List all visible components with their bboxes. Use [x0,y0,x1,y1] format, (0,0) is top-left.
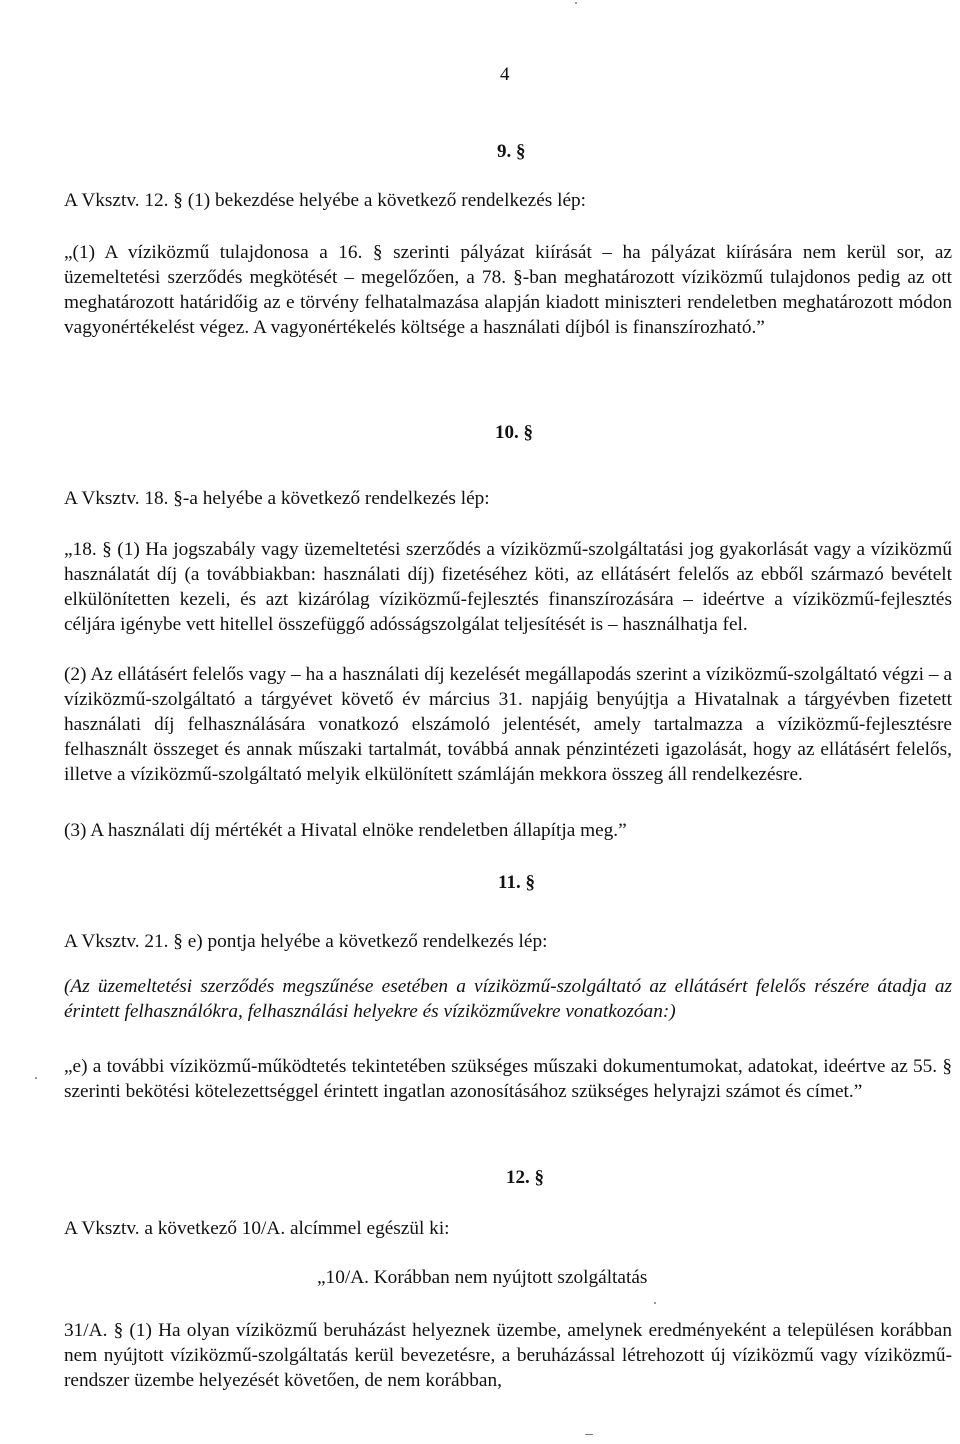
scan-speck [575,2,577,4]
page-number: 4 [500,64,510,85]
section-11-italic-context: (Az üzemeltetési szerződés megszűnése esetében a víziközmű-szolgáltató az ellátásért felelős részére átadja az érintett felhasználókra, felhasználási helyekre és víziközművekre vonatkozóan:) [64,976,952,1022]
section-10-intro: A Vksztv. 18. §-a helyébe a következő rendelkezés lép: [64,488,490,509]
scan-speck [654,1302,656,1304]
section-9-quote: „(1) A víziközmű tulajdonosa a 16. § szerinti pályázat kiírását – ha pályázat kiírására nem kerül sor, az üzemeltetési szerződés megkötését – megelőzően, a 78. §-ban meghatározott víziközmű tulajdonos pedig az ott meghatározott határidőig az e törvény felhatalmazása alapján kiadott miniszteri rendeletben meghatározott módon vagyonértékelést végez. A vagyonértékelés költsége a használati díjból is finanszírozható.” [64,242,952,338]
section-12-heading: 12. § [506,1167,544,1188]
section-11-intro: A Vksztv. 21. § e) pontja helyébe a következő rendelkezés lép: [64,931,548,952]
section-11-quote: „e) a további víziközmű-működtetés tekintetében szükséges műszaki dokumentumokat, adatokat, ideértve az 55. § szerinti bekötési kötelezettséggel érintett ingatlan azonosításához szükséges helyrajzi számot és címet.” [64,1056,952,1102]
section-9-heading: 9. § [497,141,526,162]
section-10-paragraph-2: (2) Az ellátásért felelős vagy – ha a használati díj kezelését megállapodás szerint a víziközmű-szolgáltató végzi – a víziközmű-szolgáltató a tárgyévet követő év március 31. napjáig benyújtja a Hivatalnak a tárgyévben fizetett használati díj felhasználására vonatkozó elszámoló jelentését, amely tartalmazza a víziközmű-fejlesztésre felhasznált összeget és annak műszaki tartalmát, továbbá annak pénzintézeti igazolását, hogy az ellátásért felelős, illetve a víziközmű-szolgáltató melyik elkülönített számláján mekkora összeg áll rendelkezésre. [64,664,952,785]
section-10-paragraph-3: (3) A használati díj mértékét a Hivatal elnöke rendeletben állapítja meg.” [64,820,627,841]
section-10-heading: 10. § [495,422,533,443]
section-12-paragraph-1: 31/A. § (1) Ha olyan víziközmű beruházást helyeznek üzembe, amelynek eredményeként a településen korábban nem nyújtott víziközmű-szolgáltatás kerül bevezetésre, a beruházással létrehozott új víziközmű vagy víziközmű-rendszer üzembe helyezését követően, de nem korábban, [64,1320,952,1391]
section-12-subtitle: „10/A. Korábban nem nyújtott szolgáltatás [317,1267,648,1288]
section-9-intro: A Vksztv. 12. § (1) bekezdése helyébe a következő rendelkezés lép: [64,190,586,211]
scan-speck [585,1434,593,1435]
section-11-heading: 11. § [498,872,535,893]
scan-speck [35,1077,37,1079]
section-12-intro: A Vksztv. a következő 10/A. alcímmel egészül ki: [64,1218,450,1239]
section-10-paragraph-1: „18. § (1) Ha jogszabály vagy üzemeltetési szerződés a víziközmű-szolgáltatási jog gyakorlását vagy a víziközmű használatát díj (a továbbiakban: használati díj) fizetéséhez köti, az ellátásért felelős az ebből származó bevételt elkülönítetten kezeli, és azt kizárólag víziközmű-fejlesztés finanszírozására – ideértve a víziközmű-fejlesztés céljára igénybe vett hitellel összefüggő adósságszolgálat teljesítését is – használhatja fel. [64,539,952,635]
